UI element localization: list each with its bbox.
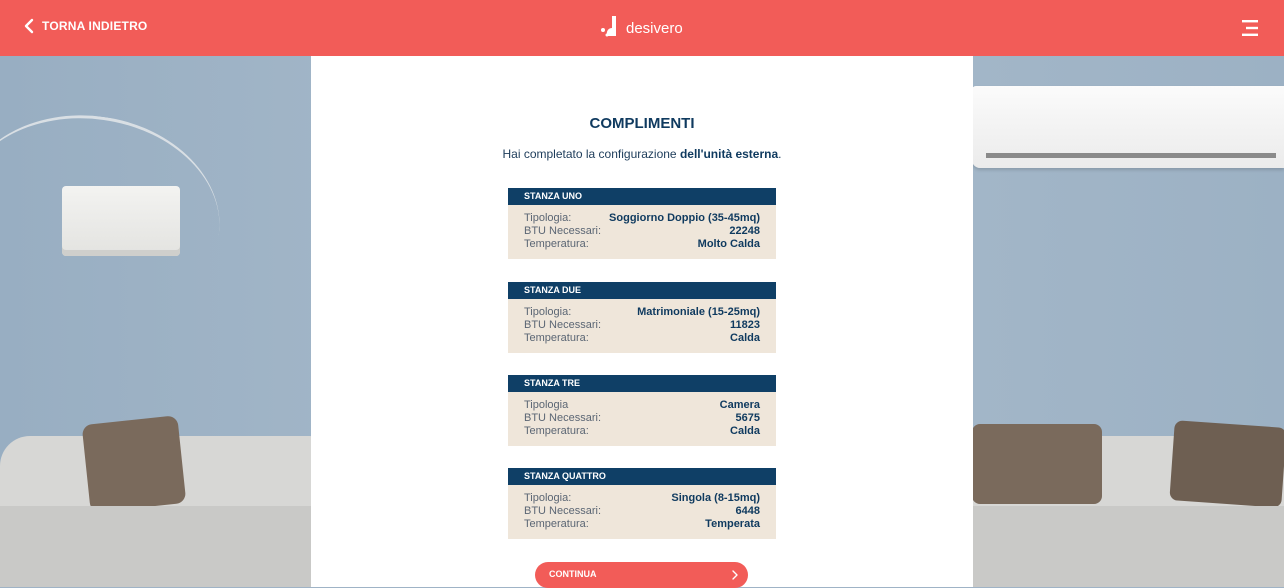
room-row-label: Tipologia <box>524 399 569 411</box>
hamburger-menu-icon[interactable] <box>1242 19 1262 37</box>
room-row-value: Soggiorno Doppio (35-45mq) <box>609 212 760 224</box>
back-label: TORNA INDIETRO <box>42 19 148 33</box>
lamp-shade <box>62 186 180 256</box>
logo-mark-icon <box>600 14 622 38</box>
room-row <box>524 399 760 412</box>
chevron-left-icon <box>24 18 34 34</box>
air-conditioner-image <box>972 86 1284 168</box>
room-row <box>524 306 760 319</box>
room-row-label: BTU Necessari: <box>524 225 602 237</box>
room-card-header: STANZA TRE <box>508 375 776 392</box>
room-row-value: 22248 <box>729 225 760 237</box>
room-row <box>524 332 760 345</box>
sofa-right <box>972 436 1284 587</box>
room-row <box>524 425 760 438</box>
room-row-label: Temperatura: <box>524 332 589 344</box>
room-card-header: STANZA UNO <box>508 188 776 205</box>
page-title: COMPLIMENTI <box>589 115 695 132</box>
summary-panel <box>311 56 973 587</box>
logo[interactable] <box>600 14 683 38</box>
room-card-2 <box>508 282 776 353</box>
room-row <box>524 238 760 251</box>
room-row-value: Camera <box>719 399 760 411</box>
room-card-3 <box>508 375 776 446</box>
room-card-body <box>508 205 776 259</box>
room-card-header: STANZA QUATTRO <box>508 468 776 485</box>
room-row-label: BTU Necessari: <box>524 319 602 331</box>
room-row-value: 5675 <box>735 412 760 424</box>
room-row-value: Matrimoniale (15-25mq) <box>637 306 760 318</box>
room-row-value: Calda <box>730 332 760 344</box>
room-row-label: Tipologia: <box>524 306 572 318</box>
room-row-value: Temperata <box>705 518 760 530</box>
room-row <box>524 212 760 225</box>
room-row-value: Calda <box>730 425 760 437</box>
room-row <box>524 225 760 238</box>
room-row-label: Temperatura: <box>524 518 589 530</box>
logo-text: desivero <box>626 20 683 37</box>
room-row-value: 6448 <box>735 505 760 517</box>
room-row-label: Tipologia: <box>524 492 572 504</box>
room-row <box>524 492 760 505</box>
room-card-header: STANZA DUE <box>508 282 776 299</box>
room-row <box>524 412 760 425</box>
room-row-value: Singola (8-15mq) <box>671 492 760 504</box>
room-card-body <box>508 299 776 353</box>
room-row <box>524 518 760 531</box>
room-row-label: BTU Necessari: <box>524 505 602 517</box>
subtitle-bold-text: dell'unità esterna <box>679 147 779 161</box>
page-subtitle <box>311 147 973 161</box>
room-row <box>524 505 760 518</box>
room-card-4 <box>508 468 776 539</box>
continue-button-label: CONTINUA <box>549 569 597 579</box>
sofa-left <box>0 436 320 587</box>
room-card-1 <box>508 188 776 259</box>
room-row-value: 11823 <box>730 319 760 331</box>
room-card-body <box>508 485 776 539</box>
room-row-label: Tipologia: <box>524 212 572 224</box>
subtitle-text: Hai completato la configurazione <box>502 147 680 161</box>
room-row-label: BTU Necessari: <box>524 412 602 424</box>
subtitle-suffix: . <box>778 147 782 161</box>
room-row-label: Temperatura: <box>524 425 589 437</box>
chevron-right-icon <box>732 570 738 580</box>
room-card-body <box>508 392 776 446</box>
continue-button[interactable] <box>535 562 748 588</box>
back-button[interactable] <box>24 18 147 34</box>
room-row-label: Temperatura: <box>524 238 589 250</box>
room-row-value: Molto Calda <box>697 238 760 250</box>
room-row <box>524 319 760 332</box>
top-bar <box>0 0 1284 56</box>
